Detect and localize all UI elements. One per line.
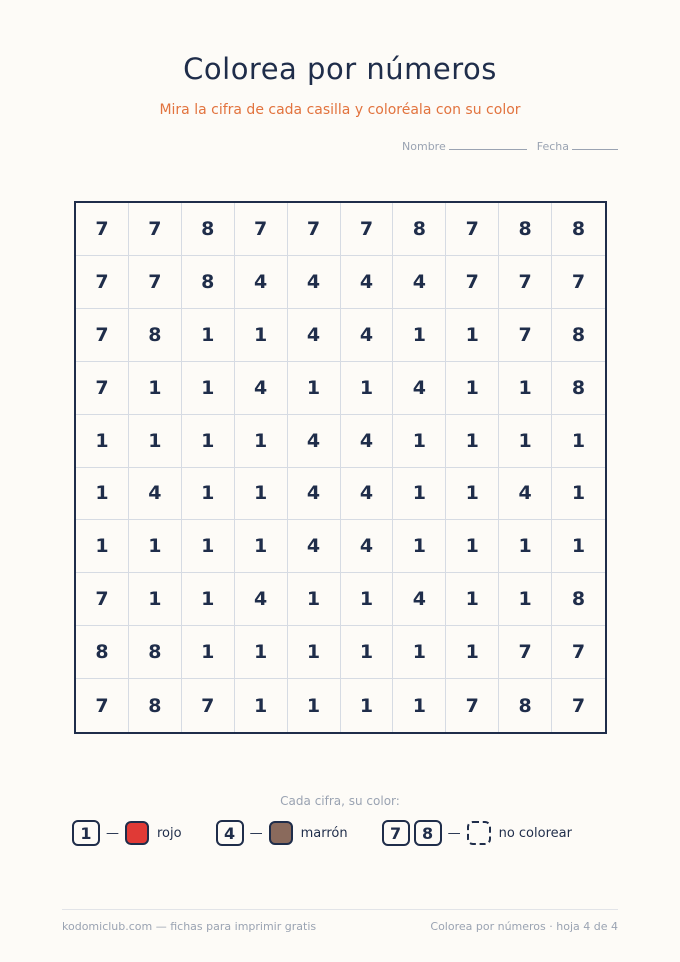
grid-cell[interactable]: 1	[499, 520, 552, 573]
footer-site: kodomiclub.com — fichas para imprimir gratis	[62, 920, 317, 933]
grid-cell[interactable]: 8	[552, 309, 605, 362]
grid-cell[interactable]: 4	[393, 573, 446, 626]
grid-cell[interactable]: 1	[235, 415, 288, 468]
grid-cell[interactable]: 7	[446, 256, 499, 309]
legend-dash: —	[106, 825, 119, 841]
name-field[interactable]: Nombre	[402, 139, 527, 153]
grid-cell[interactable]: 1	[446, 415, 499, 468]
legend-color-swatch	[467, 821, 491, 845]
grid-cell[interactable]: 1	[393, 468, 446, 521]
grid-cell[interactable]: 7	[499, 256, 552, 309]
grid-cell[interactable]: 7	[446, 203, 499, 256]
grid-cell[interactable]: 1	[393, 679, 446, 732]
grid-cell[interactable]: 4	[393, 256, 446, 309]
grid-cell[interactable]: 7	[76, 256, 129, 309]
grid-cell[interactable]: 7	[182, 679, 235, 732]
legend-number-box: 7	[382, 820, 410, 846]
grid-cell[interactable]: 7	[76, 679, 129, 732]
grid-cell[interactable]: 1	[552, 520, 605, 573]
grid-cell[interactable]: 8	[499, 203, 552, 256]
grid-cell[interactable]: 1	[288, 679, 341, 732]
grid-cell[interactable]: 1	[446, 573, 499, 626]
grid-cell[interactable]: 4	[288, 256, 341, 309]
legend-color-swatch	[125, 821, 149, 845]
grid-cell[interactable]: 4	[129, 468, 182, 521]
grid-cell[interactable]: 1	[446, 468, 499, 521]
grid-cell[interactable]: 8	[129, 309, 182, 362]
grid-cell[interactable]: 1	[182, 626, 235, 679]
grid-cell[interactable]: 7	[552, 256, 605, 309]
coloring-grid	[74, 201, 607, 734]
grid-cell[interactable]: 7	[446, 679, 499, 732]
grid-cell[interactable]: 7	[288, 203, 341, 256]
grid-cell[interactable]: 1	[446, 362, 499, 415]
grid-cell[interactable]: 7	[552, 626, 605, 679]
grid-cell[interactable]: 4	[341, 256, 394, 309]
legend-number-box: 8	[414, 820, 442, 846]
grid-cell[interactable]: 1	[446, 520, 499, 573]
grid-cell[interactable]: 4	[288, 468, 341, 521]
grid-cell[interactable]: 1	[235, 626, 288, 679]
grid-cell[interactable]: 7	[499, 309, 552, 362]
grid-cell[interactable]: 8	[499, 679, 552, 732]
grid-cell[interactable]: 1	[182, 468, 235, 521]
grid-cell[interactable]: 4	[393, 362, 446, 415]
legend-number-box: 4	[216, 820, 244, 846]
grid-cell[interactable]: 1	[393, 415, 446, 468]
grid-cell[interactable]: 8	[76, 626, 129, 679]
grid-cell[interactable]: 7	[76, 362, 129, 415]
grid-cell[interactable]: 4	[341, 520, 394, 573]
grid-cell[interactable]: 4	[499, 468, 552, 521]
grid-cell[interactable]: 1	[552, 415, 605, 468]
grid-cell[interactable]: 8	[129, 626, 182, 679]
grid-cell[interactable]: 4	[235, 256, 288, 309]
date-field[interactable]: Fecha	[537, 139, 618, 153]
grid-cell[interactable]: 7	[76, 309, 129, 362]
grid-cell[interactable]: 7	[129, 256, 182, 309]
legend-number-box: 1	[72, 820, 100, 846]
grid-cell[interactable]: 4	[341, 309, 394, 362]
legend-color-label: marrón	[300, 825, 348, 841]
grid-cell[interactable]: 1	[129, 520, 182, 573]
grid-cell[interactable]: 1	[235, 468, 288, 521]
grid-cell[interactable]: 1	[235, 679, 288, 732]
grid-cell[interactable]: 8	[552, 362, 605, 415]
grid-cell[interactable]: 1	[76, 468, 129, 521]
grid-cell[interactable]: 8	[182, 256, 235, 309]
grid-cell[interactable]: 1	[76, 520, 129, 573]
grid-cell[interactable]: 7	[76, 203, 129, 256]
grid-cell[interactable]: 1	[182, 309, 235, 362]
grid-cell[interactable]: 1	[341, 679, 394, 732]
grid-cell[interactable]: 4	[235, 573, 288, 626]
grid-cell[interactable]: 1	[182, 520, 235, 573]
grid-cell[interactable]: 1	[393, 626, 446, 679]
grid-cell[interactable]: 1	[129, 415, 182, 468]
grid-cell[interactable]: 1	[446, 309, 499, 362]
legend-dash: —	[249, 825, 263, 841]
grid-cell[interactable]: 1	[129, 362, 182, 415]
legend-dash: —	[447, 825, 461, 841]
grid-cell[interactable]: 1	[182, 415, 235, 468]
footer-divider	[62, 909, 618, 910]
grid-cell[interactable]: 4	[288, 520, 341, 573]
grid-cell[interactable]: 1	[341, 626, 394, 679]
grid-cell[interactable]: 7	[341, 203, 394, 256]
grid-cell[interactable]: 1	[341, 573, 394, 626]
grid-cell[interactable]: 1	[288, 573, 341, 626]
grid-cell[interactable]: 1	[76, 415, 129, 468]
legend-color-label: no colorear	[498, 825, 572, 841]
grid-cell[interactable]: 1	[182, 573, 235, 626]
grid-cell[interactable]: 4	[288, 309, 341, 362]
name-date-fields	[402, 139, 618, 153]
grid-cell[interactable]: 1	[446, 626, 499, 679]
grid-cell[interactable]: 4	[341, 415, 394, 468]
grid-cell[interactable]: 1	[235, 309, 288, 362]
grid-cell[interactable]: 7	[235, 203, 288, 256]
grid-cell[interactable]: 1	[499, 362, 552, 415]
grid-cell[interactable]: 7	[499, 626, 552, 679]
grid-cell[interactable]: 1	[393, 520, 446, 573]
grid-cell[interactable]: 1	[341, 362, 394, 415]
legend-color-swatch	[269, 821, 293, 845]
grid-cell[interactable]: 1	[499, 415, 552, 468]
grid-cell[interactable]: 8	[552, 573, 605, 626]
footer-page-info: Colorea por números · hoja 4 de 4	[430, 920, 618, 933]
grid-cell[interactable]: 8	[129, 679, 182, 732]
grid-cell[interactable]: 8	[182, 203, 235, 256]
grid-cell[interactable]: 1	[552, 468, 605, 521]
grid-cell[interactable]: 8	[393, 203, 446, 256]
grid-cell[interactable]: 4	[235, 362, 288, 415]
grid-cell[interactable]: 1	[288, 362, 341, 415]
grid-cell[interactable]: 7	[129, 203, 182, 256]
grid-cell[interactable]: 7	[571, 694, 586, 717]
page-subtitle: Mira la cifra de cada casilla y coloréala con su color	[159, 102, 521, 118]
grid-cell[interactable]: 1	[393, 309, 446, 362]
grid-cell[interactable]: 1	[499, 573, 552, 626]
grid-cell[interactable]: 4	[341, 468, 394, 521]
legend-color-label: rojo	[157, 825, 182, 841]
grid-cell[interactable]: 1	[129, 573, 182, 626]
grid-cell[interactable]: 1	[235, 520, 288, 573]
grid-cell[interactable]: 7	[76, 573, 129, 626]
page-title: Colorea por números	[183, 52, 497, 86]
color-legend	[72, 818, 572, 848]
legend-title: Cada cifra, su color:	[280, 794, 400, 808]
grid-cell[interactable]: 4	[288, 415, 341, 468]
grid-cell[interactable]: 8	[552, 203, 605, 256]
grid-cell[interactable]: 1	[182, 362, 235, 415]
grid-cell[interactable]: 1	[288, 626, 341, 679]
